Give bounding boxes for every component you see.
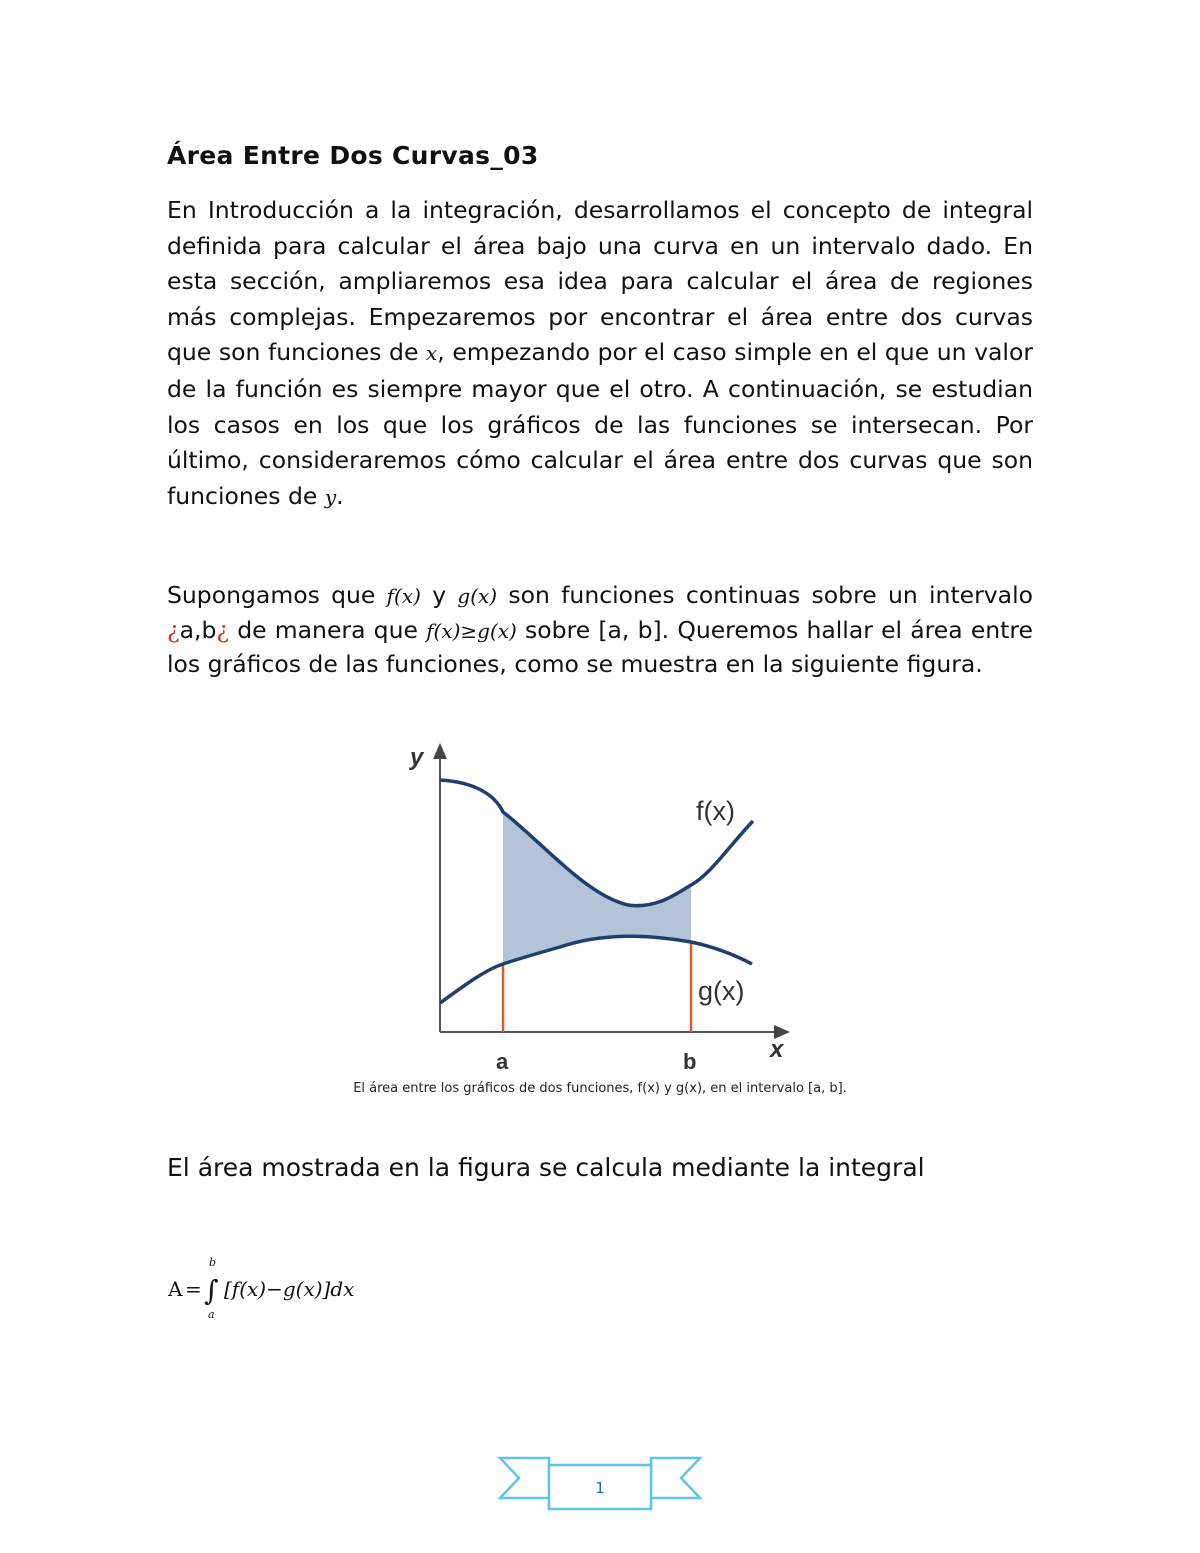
area-between-curves-figure [400,735,800,1075]
interval-ab: a,b [179,615,217,644]
g-label: g(x) [698,976,745,1006]
setup-text-d: de manera que [229,615,427,644]
figure-caption: El área entre los gráficos de dos funciones, f(x) y g(x), en el intervalo [a, b]. [353,1081,847,1096]
a-label: a [496,1049,509,1074]
integral-lower: a [208,1308,215,1321]
intro-paragraph [167,193,1033,515]
var-x: x [426,341,438,366]
integral-upper: b [209,1256,217,1269]
y-axis-arrow [433,743,447,759]
page-number-banner [497,1453,703,1513]
setup-paragraph [167,579,1033,682]
integrand: [f(x)−g(x)]dx [224,1277,355,1301]
setup-text-c: son funciones continuas sobre un intervalo [497,581,1033,609]
broken-char-right: ¿ [216,615,230,644]
area-formula [168,1252,428,1327]
integral-sign: ∫ [204,1274,219,1307]
document-title: Área Entre Dos Curvas_03 [167,141,539,170]
page-number: 1 [595,1479,605,1497]
intro-text-mid: , empezando por el caso simple en el que un valor de la función es siempre mayor que el otro. A continuación, se estudian los casos en los que los gráficos de las funciones se intersecan. Por último, consideraremos cómo calcular el área entre dos curvas que son funciones de [167,338,1033,510]
setup-text-a: Supongamos que [167,581,387,609]
integral-intro: El área mostrada en la figura se calcula mediante la integral [167,1153,925,1182]
x-axis-label: x [770,1036,784,1063]
y-axis-label: y [410,744,424,771]
formula-lhs: A [168,1277,183,1301]
setup-text-e: sobre [a, b]. Queremos hallar el área entre los gráficos de las funciones, como se muestra en la siguiente figura. [167,615,1033,678]
intro-text-end: . [336,481,344,510]
func-f: f(x) [386,584,421,608]
func-g: g(x) [457,584,498,608]
b-label: b [683,1049,697,1074]
broken-char-left: ¿ [167,615,180,644]
var-y: y [324,484,337,509]
formula-equals: = [185,1277,202,1301]
intro-text: En Introducción a la integración, desarrollamos el concepto de integral definida para calcular el área bajo una curva en un intervalo dado. En esta sección, ampliaremos esa idea para calcular el área de regiones más complejas. Empezaremos por encontrar el área entre dos curvas que son funciones de [167,196,1033,367]
inequality: f(x)≥g(x) [426,618,517,643]
f-label: f(x) [696,796,735,826]
setup-text-b: y [420,581,458,609]
